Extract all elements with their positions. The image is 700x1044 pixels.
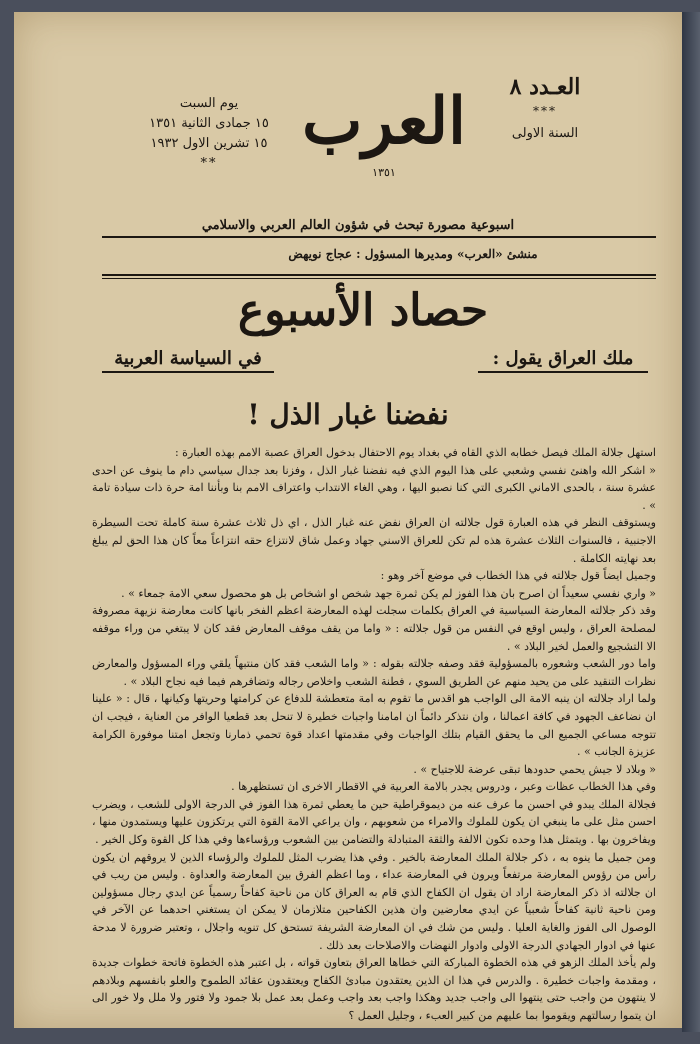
section-title: حصاد الأسبوع [237, 285, 489, 336]
paragraph: « واري نفسي سعيداً ان اصرح بان هذا الفوز لم يكن ثمرة جهد شخص او اشخاص بل هو محصول سعي الامة جمعاء » . [121, 586, 656, 600]
day-label: يوم السبت [179, 96, 239, 111]
issue-stars: *** [533, 104, 557, 118]
paragraph: وفي هذا الخطاب عظات وعبر ، ودروس يجدر بالامة العربية في الاقطار الاخرى ان تستظهرها . [231, 780, 656, 794]
binding-spine [682, 12, 700, 1032]
date-stars: ** [200, 156, 218, 171]
paragraph: ومن جميل ما ينوه به ، ذكر جلالة الملك المعارضة بالخير . وفي هذا يضرب المثل للملوك والرؤساء الذين لا يروقهم ان يكون رأس من رؤوس المعارضة مرتفعاً ويرون في المعارضة عداء ، وما اعظم الفرق بين المعارضة والعداوة . وليس من ريب في ان جلالته اذ ذكر المعارضة اراد ان يقول ان الكفاح الذي قام به العراق كان من ناحية كفاحاً رسمياً عن ايدي رجال مسؤولين ومن ناحية ثانية كفاحاً شعبياً عن ايدي معارضين وان هذين الكفاحين متلازمان لا يمكن ان يستغني احدهما عن الآخر في الوصول الى الفوز والغاية العليا . وليس من شك في ان المعارضة الشريفة تستحق كل تنويه واجلال ، وتعتبر ضرورة لا مدحة عنها في ادوار الجهادي الدرجة الاولى وادوار النهضات والاصلاحات بعد ذلك . [92, 850, 656, 952]
masthead-logo [294, 82, 474, 179]
paragraph: فجلالة الملك يبدو في احسن ما عرف عنه من ديموقراطية حين ما يعطي ثمرة هذا الفوز في الدرجة الاولى للشعب ، ويضرب احسن مثل على ما ينبغي ان يكون للملوك والامراء من شعوبهم ، وان يراعي الامة القوة التي يرتكزون عليها ويستمدون منها ، ويفاخرون بها . ويتمثل هذا وحده تكون الالفة والثقة المتبادلة والتضامن بين الشعوب ورؤساءها وفي هذا كل القوة وكل الخير . [92, 797, 656, 847]
masthead-year: ١٣٥١ [372, 166, 396, 179]
divider [102, 278, 656, 279]
paragraph: وقد ذكر جلالته المعارضة السياسية في العراق بكلمات سجلت لهذه المعارضة اعظم الفخر بانها كانت معارضة نزيهة مصروفة لمصلحة العراق ، وليس اوقع في النفس من قول جلالته : « واما من يقف موقف المعارض فقد كان لا يبتغي من وراء موقفه الا التشجيع والعمل لخير البلاد » . [92, 604, 656, 653]
article-headline: نفضنا غبار الذل ! [247, 398, 449, 431]
masthead-title: العرب [302, 84, 466, 159]
paragraph: ولما اراد جلالته ان ينبه الامة الى الواجب هو اقدس ما تقوم به امة متعطشة للدفاع عن كرامتها وحريتها وكيانها ، قال : « علينا ان نضاعف الجهود في كافة اعمالنا ، وان نتذكر دائماً ان امامنا واجبات خطيرة لا تنحل بعد قطعيا الوافر من العناية ، فيجب ان تتوجه مساعي الجميع الى ما يحقق القيام بتلك الواجبات وفي مقدمتها اعداد قوة تحمي ذمارنا وتجعل امتنا موفورة الكرامة عزيزة الجانب » . [92, 692, 656, 759]
paragraph: « وبلاد لا جيش يحمي حدودها تبقى عرضة للاجتياح » . [413, 762, 656, 776]
editor-line: منشئ «العرب» ومديرها المسؤول : عجاج نويهض [288, 247, 538, 261]
divider [102, 236, 656, 238]
hijri-date: ١٥ جمادى الثانية ١٣٥١ [149, 116, 269, 131]
issue-info [470, 74, 620, 141]
paragraph: « اشكر الله واهنئ نفسي وشعبي على هذا اليوم الذي فيه نفضنا غبار الذل ، وفزنا بعد جدال سياسي دام ما ينوف عن احدى عشرة سنة ، بالحدى الاماني الكبرى التي كنا نصبو اليها ، وهي الغاء الانتداب واعتراف الامم بنا وبأننا امة حرة ذات سيادة تامة » . [92, 463, 656, 512]
paragraph: واما دور الشعب وشعوره بالمسؤولية فقد وصفه جلالته بقوله : « واما الشعب فقد كان منتبهاً يلقي وراء المسؤول والمعارض نظرات التنقيد على من يحيد منهم عن الطريق السوي ، فطنة الشعب واخلاص رجاله وتضافرهم فيما فيه نجاح البلاد » . [92, 657, 656, 688]
issue-number: العـدد ٨ [509, 74, 581, 100]
paragraph: ويستوقف النظر في هذه العبارة قول جلالته ان العراق نفض عنه غبار الذل ، اي ذل ثلاث عشرة سنة كاملة تحت السيطرة الاجنبية ، فالسنوات الثلاث عشرة هذه لم تكن للعراق الاسني جهاد وعمل شاق لانتزاع حقه انتزاعاً معاً كان هذا الحق لم يبلغ بعد نهايته الكاملة . [92, 516, 656, 565]
volume-label: السنة الاولى [511, 126, 579, 141]
kicker-right: ملك العراق يقول : [478, 348, 648, 373]
newspaper-page [14, 12, 682, 1028]
article-body [92, 444, 656, 1024]
gregorian-date: ١٥ تشرين الاول ١٩٣٢ [150, 136, 268, 151]
tagline: اسبوعية مصورة تبحث في شؤون العالم العربي والاسلامي [201, 218, 515, 233]
divider [102, 274, 656, 276]
paragraph: استهل جلالة الملك فيصل خطابه الذي القاه في بغداد يوم الاحتفال بدخول العراق عصبة الامم بهذه العبارة : [174, 446, 656, 459]
date-info [134, 94, 284, 174]
paragraph: ولم يأخذ الملك الزهو في هذه الخطوة المباركة التي خطاها العراق بتعاون قواته ، بل اعتبر هذه الخطوة فاتحة خطوات جديدة ، ومقدمة واجبات خطيرة . والدرس في هذا ان الذين يعتقدون مبادئ الكفاح ويعتقدون عقائد الطموح والعلو بانفسهم وبلادهم لا ينتهون من واجب حتى ينتهوا الى واجب جديد وهكذا واجب بعد واجب وعمل بعد عمل بلا جمود ولا فتور ولا ملل ولا خور الى ان يتموا رسالتهم ويقوموا بما عليهم من كبير العبء ، وجليل العمل ؟ [92, 956, 656, 1022]
paragraph: وجميل ايضاً قول جلالته في هذا الخطاب في موضع آخر وهو : [380, 569, 656, 583]
kicker-left: في السياسة العربية [102, 348, 274, 373]
